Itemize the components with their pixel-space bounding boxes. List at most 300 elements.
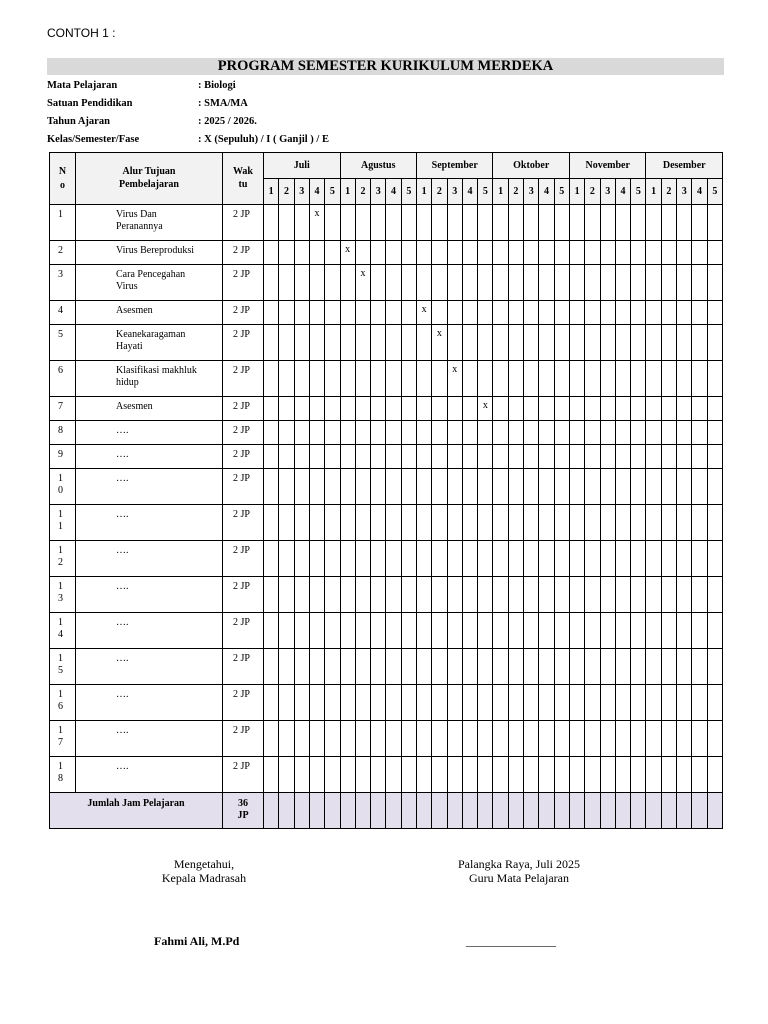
row-number: 6: [50, 361, 76, 397]
week-header: 5: [325, 179, 340, 205]
week-cell: [493, 757, 508, 793]
week-cell: [447, 757, 462, 793]
week-cell: [615, 649, 630, 685]
week-cell: [539, 361, 554, 397]
week-cell: [355, 397, 370, 421]
week-cell: [478, 577, 493, 613]
week-cell: [631, 685, 646, 721]
week-cell: [631, 541, 646, 577]
week-cell: [432, 397, 447, 421]
total-label: Jumlah Jam Pelajaran: [50, 793, 223, 829]
week-cell: [309, 421, 324, 445]
row-tujuan: Keanekaragaman Hayati: [76, 325, 223, 361]
week-cell: [432, 445, 447, 469]
week-cell: [569, 757, 584, 793]
week-cell: [309, 301, 324, 325]
total-week-cell: [462, 793, 477, 829]
week-cell: [508, 241, 523, 265]
week-cell: [677, 757, 692, 793]
week-cell: [325, 613, 340, 649]
week-cell: [279, 265, 294, 301]
week-cell: [493, 469, 508, 505]
signature-right-name: _______________: [466, 934, 556, 948]
week-header: 4: [462, 179, 477, 205]
week-cell: [707, 577, 722, 613]
week-cell: [631, 505, 646, 541]
week-cell: [554, 241, 569, 265]
example-label: CONTOH 1 :: [47, 26, 116, 40]
week-cell: [569, 721, 584, 757]
week-cell: [524, 397, 539, 421]
row-waktu: 2 JP: [223, 397, 264, 421]
week-cell: [493, 649, 508, 685]
week-cell: [340, 541, 355, 577]
week-cell: [325, 469, 340, 505]
week-cell: [539, 325, 554, 361]
week-cell: [569, 541, 584, 577]
week-cell: [325, 265, 340, 301]
week-cell: [600, 241, 615, 265]
row-number: 3: [50, 265, 76, 301]
month-header: September: [416, 153, 492, 179]
week-cell: [340, 577, 355, 613]
week-cell: [631, 469, 646, 505]
week-header: 4: [309, 179, 324, 205]
week-cell: [401, 505, 416, 541]
week-cell: [355, 301, 370, 325]
week-cell: [401, 541, 416, 577]
week-cell: [416, 397, 431, 421]
row-tujuan: ….: [76, 721, 223, 757]
row-waktu: 2 JP: [223, 325, 264, 361]
week-cell: [508, 421, 523, 445]
week-cell: [707, 361, 722, 397]
week-cell: [677, 445, 692, 469]
week-cell: [600, 505, 615, 541]
week-cell: [294, 541, 309, 577]
week-cell: [462, 505, 477, 541]
week-cell: [432, 541, 447, 577]
week-cell: [600, 205, 615, 241]
week-cell: [309, 241, 324, 265]
week-cell: [493, 397, 508, 421]
week-cell: [569, 577, 584, 613]
week-cell: [493, 241, 508, 265]
week-cell: [432, 721, 447, 757]
row-waktu: 2 JP: [223, 301, 264, 325]
week-cell: [493, 613, 508, 649]
total-week-cell: [631, 793, 646, 829]
week-cell: [386, 361, 401, 397]
row-waktu: 2 JP: [223, 541, 264, 577]
week-cell: [401, 445, 416, 469]
week-cell: [401, 241, 416, 265]
week-cell: [631, 301, 646, 325]
total-week-cell: [524, 793, 539, 829]
total-week-cell: [386, 793, 401, 829]
week-cell: [677, 721, 692, 757]
month-header: Agustus: [340, 153, 416, 179]
week-cell: [309, 613, 324, 649]
week-header: 3: [600, 179, 615, 205]
week-cell: [569, 469, 584, 505]
row-tujuan: Cara Pencegahan Virus: [76, 265, 223, 301]
week-cell: [585, 685, 600, 721]
week-cell: [401, 361, 416, 397]
week-header: 1: [569, 179, 584, 205]
table-row: [50, 613, 723, 649]
week-cell: [646, 421, 661, 445]
week-cell: [309, 265, 324, 301]
week-cell: [447, 325, 462, 361]
week-cell: [325, 541, 340, 577]
week-cell: [416, 469, 431, 505]
row-number: 1 4: [50, 613, 76, 649]
week-cell: [371, 265, 386, 301]
week-cell: [462, 685, 477, 721]
total-week-cell: [416, 793, 431, 829]
week-cell: [661, 721, 676, 757]
week-cell: [386, 649, 401, 685]
week-cell: [294, 301, 309, 325]
week-cell: [264, 721, 279, 757]
week-cell: [462, 241, 477, 265]
week-cell: [401, 397, 416, 421]
week-cell: [325, 241, 340, 265]
week-cell: [493, 325, 508, 361]
week-cell: [447, 721, 462, 757]
week-cell: [478, 721, 493, 757]
week-cell: [646, 541, 661, 577]
row-number: 2: [50, 241, 76, 265]
week-cell: [340, 649, 355, 685]
total-week-cell: [340, 793, 355, 829]
week-cell: [371, 613, 386, 649]
week-cell: [554, 421, 569, 445]
week-cell: [554, 577, 569, 613]
week-cell: [432, 469, 447, 505]
week-cell: [340, 613, 355, 649]
total-week-cell: [569, 793, 584, 829]
week-cell: [493, 685, 508, 721]
week-cell: [447, 577, 462, 613]
schedule-mark: x: [340, 241, 355, 265]
week-cell: [294, 685, 309, 721]
row-tujuan: ….: [76, 541, 223, 577]
week-cell: [631, 649, 646, 685]
total-week-cell: [447, 793, 462, 829]
week-cell: [340, 757, 355, 793]
week-cell: [554, 445, 569, 469]
week-cell: [600, 685, 615, 721]
week-cell: [264, 241, 279, 265]
week-cell: [585, 421, 600, 445]
week-cell: [401, 205, 416, 241]
week-cell: [340, 505, 355, 541]
week-cell: [416, 505, 431, 541]
row-number: 7: [50, 397, 76, 421]
week-cell: [539, 541, 554, 577]
week-cell: [462, 541, 477, 577]
week-cell: [677, 361, 692, 397]
week-cell: [294, 205, 309, 241]
header-no: N o: [50, 153, 76, 205]
week-cell: [600, 757, 615, 793]
week-cell: [631, 265, 646, 301]
week-cell: [539, 505, 554, 541]
week-cell: [677, 649, 692, 685]
week-header: 5: [631, 179, 646, 205]
week-cell: [646, 301, 661, 325]
week-cell: [508, 613, 523, 649]
week-cell: [264, 421, 279, 445]
week-cell: [279, 613, 294, 649]
week-header: 5: [401, 179, 416, 205]
week-cell: [661, 649, 676, 685]
week-cell: [309, 361, 324, 397]
week-cell: [524, 649, 539, 685]
week-cell: [585, 721, 600, 757]
week-cell: [692, 649, 707, 685]
week-cell: [707, 241, 722, 265]
week-cell: [355, 505, 370, 541]
week-cell: [508, 721, 523, 757]
week-cell: [615, 301, 630, 325]
week-cell: [325, 205, 340, 241]
week-cell: [386, 505, 401, 541]
week-cell: [539, 721, 554, 757]
week-cell: [707, 649, 722, 685]
schedule-mark: x: [432, 325, 447, 361]
week-cell: [309, 649, 324, 685]
week-cell: [279, 469, 294, 505]
meta-key: Kelas/Semester/Fase: [47, 134, 140, 145]
week-cell: [646, 721, 661, 757]
week-cell: [325, 757, 340, 793]
week-cell: [554, 649, 569, 685]
week-header: 4: [615, 179, 630, 205]
week-cell: [508, 469, 523, 505]
row-tujuan: ….: [76, 613, 223, 649]
week-cell: [646, 577, 661, 613]
week-cell: [371, 361, 386, 397]
total-week-cell: [539, 793, 554, 829]
row-number: 9: [50, 445, 76, 469]
week-cell: [692, 301, 707, 325]
week-cell: [416, 421, 431, 445]
week-cell: [631, 577, 646, 613]
week-cell: [462, 649, 477, 685]
week-cell: [294, 361, 309, 397]
header-row-months: [50, 153, 723, 179]
week-cell: [294, 649, 309, 685]
meta-value: : X (Sepuluh) / I ( Ganjil ) / E: [198, 134, 329, 145]
total-week-cell: [615, 793, 630, 829]
signature-right: [430, 857, 608, 885]
total-week-cell: [264, 793, 279, 829]
week-cell: [371, 421, 386, 445]
week-cell: [340, 205, 355, 241]
week-cell: [554, 301, 569, 325]
week-cell: [554, 265, 569, 301]
row-waktu: 2 JP: [223, 613, 264, 649]
week-cell: [386, 757, 401, 793]
week-cell: [677, 205, 692, 241]
week-cell: [416, 541, 431, 577]
week-cell: [569, 361, 584, 397]
week-cell: [661, 613, 676, 649]
week-cell: [416, 241, 431, 265]
week-cell: [447, 649, 462, 685]
week-cell: [294, 445, 309, 469]
week-cell: [416, 757, 431, 793]
week-cell: [386, 577, 401, 613]
week-cell: [615, 757, 630, 793]
total-week-cell: [309, 793, 324, 829]
week-cell: [539, 577, 554, 613]
week-cell: [325, 505, 340, 541]
week-cell: [294, 325, 309, 361]
week-cell: [401, 325, 416, 361]
week-cell: [508, 685, 523, 721]
row-waktu: 2 JP: [223, 361, 264, 397]
week-cell: [447, 241, 462, 265]
row-number: 1 6: [50, 685, 76, 721]
week-cell: [539, 757, 554, 793]
week-cell: [264, 685, 279, 721]
week-cell: [340, 469, 355, 505]
program-semester-table: [49, 152, 723, 829]
week-cell: [692, 325, 707, 361]
week-cell: [432, 301, 447, 325]
week-cell: [677, 265, 692, 301]
row-number: 1: [50, 205, 76, 241]
week-cell: [371, 721, 386, 757]
row-number: 1 2: [50, 541, 76, 577]
week-cell: [646, 205, 661, 241]
week-cell: [585, 577, 600, 613]
week-cell: [294, 505, 309, 541]
week-cell: [677, 613, 692, 649]
table-row: [50, 577, 723, 613]
week-cell: [692, 541, 707, 577]
week-cell: [279, 421, 294, 445]
week-cell: [355, 757, 370, 793]
week-cell: [661, 361, 676, 397]
week-cell: [585, 757, 600, 793]
week-cell: [447, 505, 462, 541]
week-cell: [432, 205, 447, 241]
table-row: [50, 301, 723, 325]
week-header: 2: [355, 179, 370, 205]
week-cell: [524, 721, 539, 757]
row-number: 1 8: [50, 757, 76, 793]
row-tujuan: Virus Dan Peranannya: [76, 205, 223, 241]
week-cell: [478, 445, 493, 469]
table-row: [50, 649, 723, 685]
week-cell: [371, 205, 386, 241]
week-cell: [646, 757, 661, 793]
week-cell: [478, 649, 493, 685]
week-cell: [600, 649, 615, 685]
week-cell: [462, 265, 477, 301]
week-cell: [554, 541, 569, 577]
week-cell: [615, 205, 630, 241]
week-cell: [355, 649, 370, 685]
week-cell: [539, 421, 554, 445]
week-cell: [646, 505, 661, 541]
row-tujuan: ….: [76, 505, 223, 541]
schedule-mark: x: [447, 361, 462, 397]
week-cell: [478, 505, 493, 541]
week-cell: [371, 397, 386, 421]
week-cell: [539, 613, 554, 649]
week-cell: [401, 757, 416, 793]
week-cell: [569, 325, 584, 361]
week-cell: [554, 397, 569, 421]
week-cell: [508, 649, 523, 685]
week-cell: [386, 301, 401, 325]
week-cell: [661, 757, 676, 793]
week-cell: [279, 577, 294, 613]
week-cell: [539, 265, 554, 301]
week-cell: [524, 241, 539, 265]
week-cell: [294, 421, 309, 445]
week-cell: [432, 505, 447, 541]
week-cell: [294, 721, 309, 757]
week-cell: [478, 205, 493, 241]
meta-key: Satuan Pendidikan: [47, 98, 133, 109]
week-cell: [432, 241, 447, 265]
week-cell: [416, 721, 431, 757]
week-header: 2: [279, 179, 294, 205]
week-cell: [661, 301, 676, 325]
row-waktu: 2 JP: [223, 445, 264, 469]
month-header: November: [569, 153, 646, 179]
signature-right-line2: Guru Mata Pelajaran: [469, 871, 569, 885]
month-header: Oktober: [493, 153, 569, 179]
week-cell: [600, 397, 615, 421]
week-cell: [646, 469, 661, 505]
week-cell: [615, 541, 630, 577]
total-week-cell: [371, 793, 386, 829]
week-header: 4: [386, 179, 401, 205]
week-cell: [569, 505, 584, 541]
week-cell: [462, 301, 477, 325]
table-row: [50, 421, 723, 445]
week-cell: [416, 445, 431, 469]
week-cell: [661, 397, 676, 421]
week-cell: [447, 397, 462, 421]
week-header: 3: [371, 179, 386, 205]
week-cell: [264, 541, 279, 577]
week-cell: [340, 361, 355, 397]
week-cell: [600, 469, 615, 505]
total-week-cell: [355, 793, 370, 829]
week-header: 5: [707, 179, 722, 205]
week-cell: [661, 265, 676, 301]
week-cell: [340, 445, 355, 469]
table-row: [50, 505, 723, 541]
month-header: Juli: [264, 153, 341, 179]
week-cell: [569, 205, 584, 241]
row-waktu: 2 JP: [223, 577, 264, 613]
week-cell: [386, 325, 401, 361]
week-cell: [554, 721, 569, 757]
week-cell: [554, 685, 569, 721]
week-cell: [661, 445, 676, 469]
week-cell: [569, 265, 584, 301]
